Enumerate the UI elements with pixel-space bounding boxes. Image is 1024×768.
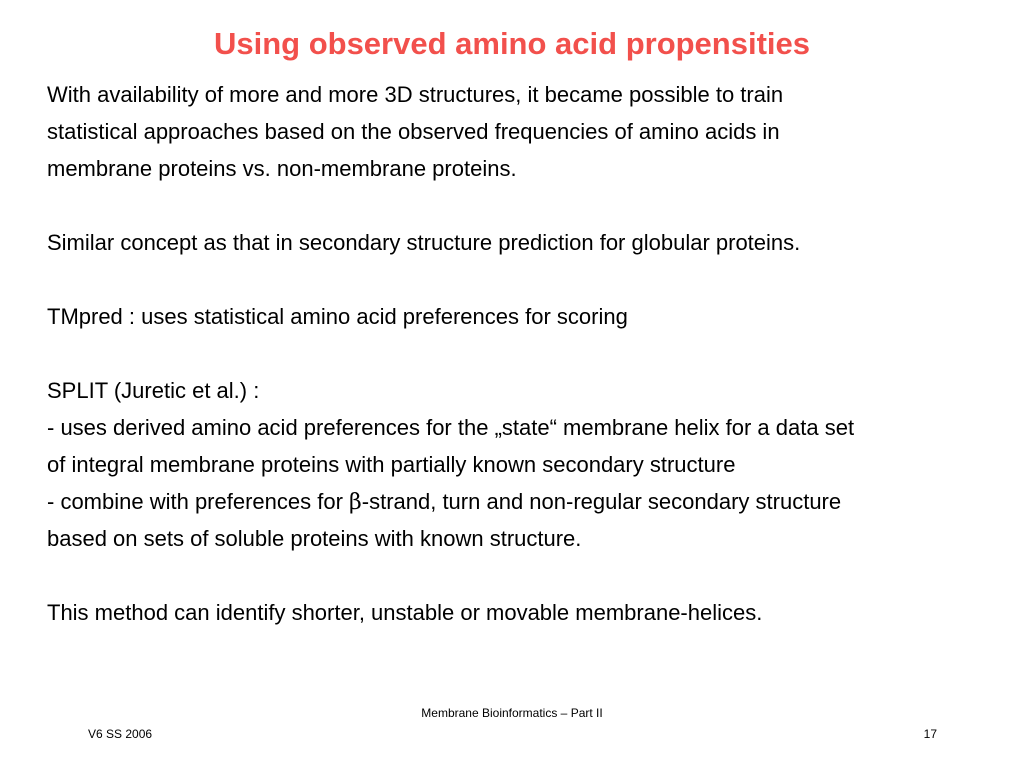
body-line: of integral membrane proteins with partially known secondary structure	[47, 452, 736, 477]
footer-lecture-label: V6 SS 2006	[88, 727, 153, 741]
body-line: - uses derived amino acid preferences for the „state“ membrane helix for a data set	[47, 415, 855, 440]
paragraph-gap	[47, 557, 997, 594]
footer-course-title: Membrane Bioinformatics – Part II	[421, 706, 603, 720]
slide-title: Using observed amino acid propensities	[213, 26, 811, 61]
body-line: TMpred : uses statistical amino acid preferences for scoring	[47, 304, 628, 329]
body-line: based on sets of soluble proteins with known structure.	[47, 526, 582, 551]
body-line: statistical approaches based on the observed frequencies of amino acids in	[47, 119, 780, 144]
paragraph-gap	[47, 261, 997, 298]
body-line	[47, 483, 997, 520]
page-number: 17	[923, 727, 937, 741]
paragraph-gap	[47, 187, 997, 224]
body-line: This method can identify shorter, unstable or movable membrane-helices.	[47, 600, 763, 625]
beta-symbol: β	[349, 490, 362, 515]
body-text: -strand, turn and non-regular secondary structure	[361, 489, 842, 514]
body-line: SPLIT (Juretic et al.) :	[47, 378, 260, 403]
body-line: Similar concept as that in secondary structure prediction for globular proteins.	[47, 230, 801, 255]
body-line: membrane proteins vs. non-membrane proteins.	[47, 156, 517, 181]
body-line: With availability of more and more 3D structures, it became possible to train	[47, 82, 784, 107]
body-text: - combine with preferences for	[47, 489, 350, 514]
slide-body	[47, 76, 997, 631]
paragraph-gap	[47, 335, 997, 372]
